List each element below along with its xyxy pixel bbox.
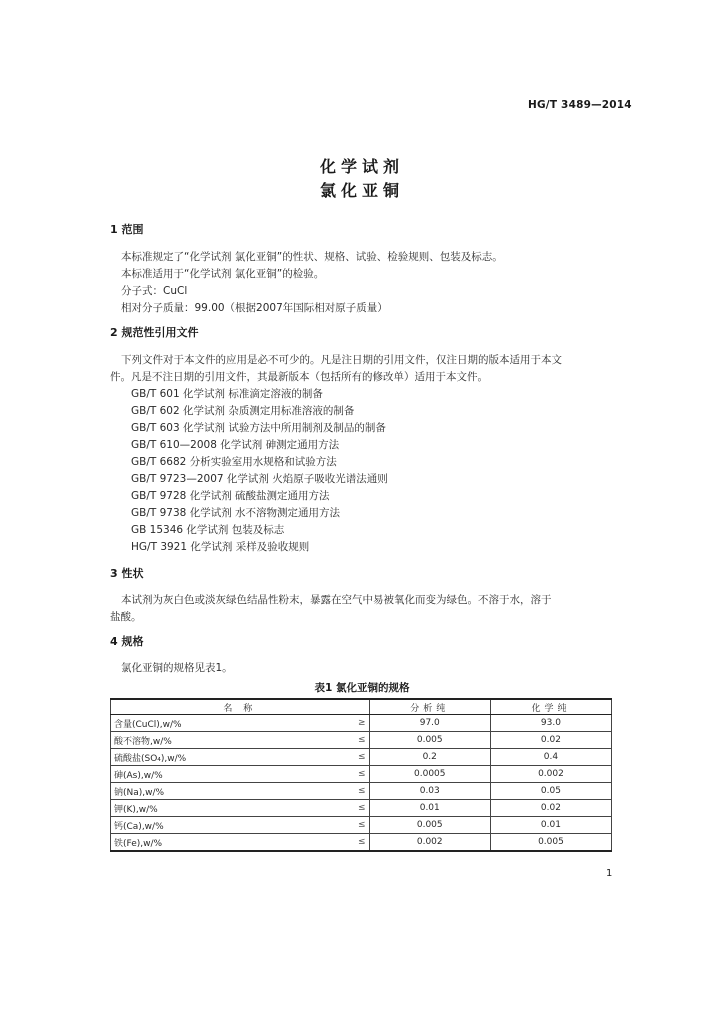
reference-item: GB/T 9738 化学试剂 水不溶物测定通用方法	[131, 507, 341, 519]
value-cp: 0.05	[490, 783, 611, 800]
reference-item: GB/T 6682 分析实验室用水规格和试验方法	[131, 456, 337, 468]
reference-item: GB/T 602 化学试剂 杂质测定用标准溶液的制备	[131, 405, 355, 417]
section-3-heading: 3 性状	[110, 567, 144, 580]
section-1-line: 本标准适用于“化学试剂 氯化亚铜”的检验。	[121, 268, 325, 280]
value-cp: 0.005	[490, 834, 611, 852]
section-2-intro-line: 下列文件对于本文件的应用是必不可少的。凡是注日期的引用文件，仅注日期的版本适用于本文	[121, 354, 562, 366]
section-1-line: 本标准规定了“化学试剂 氯化亚铜”的性状、规格、试验、检验规则、包装及标志。	[121, 251, 503, 263]
item-name: 砷(As),w/%	[111, 766, 349, 783]
value-cp: 0.4	[490, 749, 611, 766]
table-row	[111, 749, 612, 766]
item-name: 酸不溶物,w/%	[111, 732, 349, 749]
document-subtitle: 氯化亚铜	[319, 181, 404, 200]
reference-item: HG/T 3921 化学试剂 采样及验收规则	[131, 541, 310, 553]
specification-table	[110, 698, 612, 852]
section-3-line: 本试剂为灰白色或淡灰绿色结晶性粉末，暴露在空气中易被氧化而变为绿色。不溶于水，溶于	[121, 594, 552, 606]
value-ar: 97.0	[369, 715, 490, 732]
section-2-heading: 2 规范性引用文件	[110, 326, 199, 339]
item-operator: ≤	[349, 749, 369, 766]
header-analytical-reagent: 分析纯	[369, 699, 490, 715]
item-operator: ≤	[349, 783, 369, 800]
value-cp: 0.01	[490, 817, 611, 834]
item-operator: ≤	[349, 732, 369, 749]
reference-item: GB 15346 化学试剂 包装及标志	[131, 524, 285, 536]
reference-item: GB/T 9723—2007 化学试剂 火焰原子吸收光谱法通则	[131, 473, 388, 485]
table-row	[111, 817, 612, 834]
value-ar: 0.005	[369, 817, 490, 834]
item-operator: ≤	[349, 766, 369, 783]
table-row	[111, 800, 612, 817]
section-1-line: 分子式：CuCl	[121, 285, 188, 297]
item-name: 钙(Ca),w/%	[111, 817, 349, 834]
header-name: 名 称	[111, 699, 370, 715]
value-cp: 0.02	[490, 800, 611, 817]
section-1-line: 相对分子质量：99.00（根据2007年国际相对原子质量）	[121, 302, 388, 314]
item-operator: ≤	[349, 800, 369, 817]
value-cp: 93.0	[490, 715, 611, 732]
normative-references-list	[131, 386, 611, 556]
reference-item: GB/T 9728 化学试剂 硫酸盐测定通用方法	[131, 490, 330, 502]
item-operator: ≥	[349, 715, 369, 732]
item-name: 钠(Na),w/%	[111, 783, 349, 800]
table-row	[111, 766, 612, 783]
section-2-intro-line: 件。凡是不注日期的引用文件，其最新版本（包括所有的修改单）适用于本文件。	[110, 371, 488, 383]
table-row	[111, 834, 612, 852]
table-row	[111, 732, 612, 749]
table-caption: 表1 氯化亚铜的规格	[314, 682, 410, 694]
reference-item: GB/T 610—2008 化学试剂 砷测定通用方法	[131, 439, 340, 451]
reference-item: GB/T 603 化学试剂 试验方法中所用制剂及制品的制备	[131, 422, 386, 434]
table-row	[111, 783, 612, 800]
item-operator: ≤	[349, 834, 369, 852]
reference-item: GB/T 601 化学试剂 标准滴定溶液的制备	[131, 388, 323, 400]
section-1-heading: 1 范围	[110, 223, 144, 236]
value-cp: 0.02	[490, 732, 611, 749]
value-ar: 0.0005	[369, 766, 490, 783]
value-cp: 0.002	[490, 766, 611, 783]
value-ar: 0.002	[369, 834, 490, 852]
page-number: 1	[606, 868, 613, 879]
value-ar: 0.01	[369, 800, 490, 817]
document-title: 化学试剂	[319, 157, 404, 176]
section-4-heading: 4 规格	[110, 635, 144, 648]
value-ar: 0.005	[369, 732, 490, 749]
section-3-line: 盐酸。	[110, 611, 142, 623]
standard-code: HG/T 3489—2014	[528, 99, 632, 111]
table-row	[111, 715, 612, 732]
value-ar: 0.03	[369, 783, 490, 800]
item-name: 含量(CuCl),w/%	[111, 715, 349, 732]
section-4-line: 氯化亚铜的规格见表1。	[121, 662, 233, 674]
table-header-row	[111, 699, 612, 715]
item-name: 硫酸盐(SO₄),w/%	[111, 749, 349, 766]
header-chemical-pure: 化学纯	[490, 699, 611, 715]
item-name: 铁(Fe),w/%	[111, 834, 349, 852]
item-name: 钾(K),w/%	[111, 800, 349, 817]
item-operator: ≤	[349, 817, 369, 834]
value-ar: 0.2	[369, 749, 490, 766]
